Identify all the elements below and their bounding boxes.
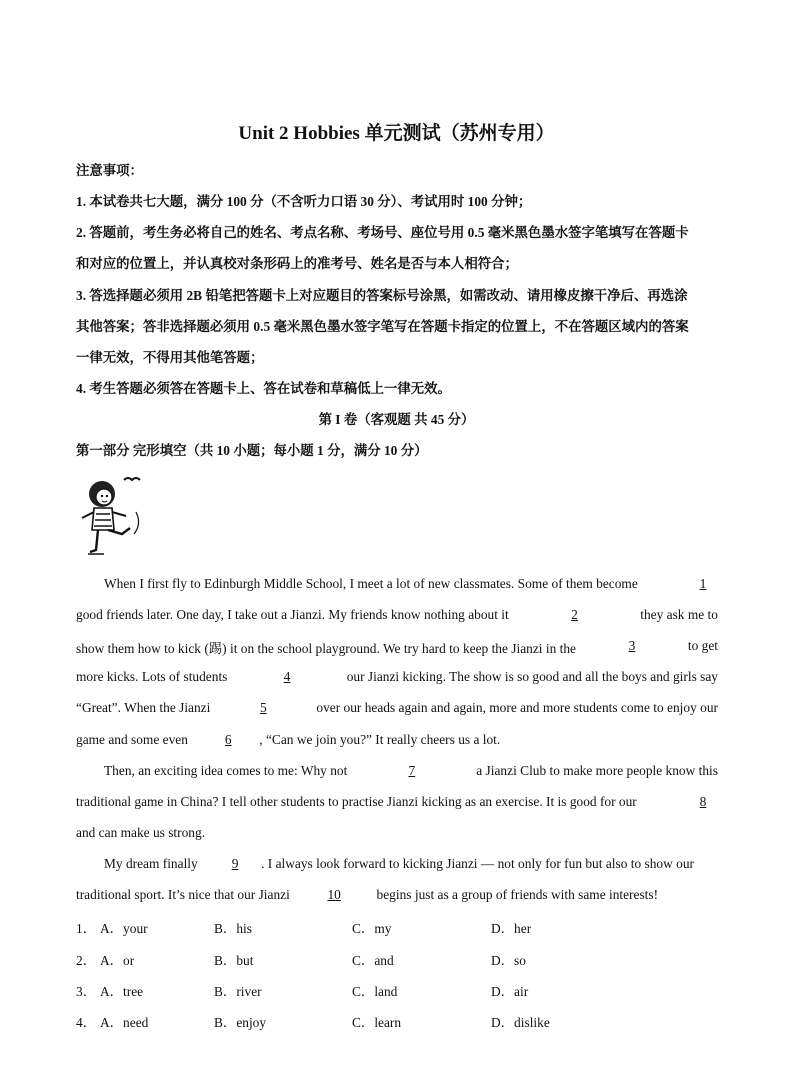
- notice-item-2-line-1: 2. 答题前，考生务必将自己的姓名、考点名称、考场号、座位号用 0.5 毫米黑色墨水签字笔填写在答题卡: [76, 225, 689, 240]
- option-b[interactable]: B．his: [214, 921, 252, 936]
- notice-item-1: 1. 本试卷共七大题，满分 100 分（不含听力口语 30 分）、考试用时 100 分钟；: [76, 194, 532, 209]
- passage-text: . I always look forward to kicking Jianzi — not only for fun but also to show our: [261, 856, 694, 871]
- passage-line-10: [76, 856, 694, 872]
- passage-text: more kicks. Lots of students: [76, 669, 228, 684]
- passage-text: they ask me to: [640, 607, 718, 622]
- passage-line-7: [76, 763, 718, 779]
- question-number: 3．: [76, 984, 97, 999]
- passage-line-4: [76, 669, 718, 685]
- passage-text: show them how to kick (踢) it on the school playground. We try hard to keep the Jianzi in the: [76, 641, 576, 656]
- passage-text: Then, an exciting idea comes to me: Why not: [104, 763, 348, 778]
- passage-text: traditional sport. It’s nice that our Jianzi: [76, 887, 290, 902]
- blank-8: 8: [699, 794, 707, 809]
- passage-text: begins just as a group of friends with same interests!: [376, 887, 659, 902]
- passage-line-2: [76, 607, 718, 623]
- passage-text: a Jianzi Club to make more people know this: [476, 763, 718, 778]
- option-d[interactable]: D．dislike: [491, 1015, 550, 1030]
- passage-line-9: and can make us strong.: [76, 825, 206, 840]
- passage-text: to get: [687, 638, 718, 653]
- option-b[interactable]: B．river: [214, 984, 262, 999]
- option-d[interactable]: D．her: [491, 921, 532, 936]
- part-heading: 第一部分 完形填空（共 10 小题；每小题 1 分，满分 10 分）: [76, 443, 428, 458]
- option-a[interactable]: A．your: [100, 921, 148, 936]
- blank-1: 1: [699, 576, 707, 591]
- notice-item-3-line-2: 其他答案；答非选择题必须用 0.5 毫米黑色墨水签字笔写在答题卡指定的位置上，不在答题区域内的答案: [76, 319, 689, 334]
- question-number: 4．: [76, 1015, 97, 1030]
- passage-text: game and some even: [76, 732, 188, 747]
- question-number: 1．: [76, 921, 97, 936]
- option-a[interactable]: A．need: [100, 1015, 149, 1030]
- option-c[interactable]: C．my: [352, 921, 392, 936]
- option-c[interactable]: C．and: [352, 953, 394, 968]
- passage-text: When I first fly to Edinburgh Middle School, I meet a lot of new classmates. Some of them become: [104, 576, 638, 591]
- option-a[interactable]: A．tree: [100, 984, 144, 999]
- blank-5: 5: [260, 700, 267, 715]
- passage-text: My dream finally: [104, 856, 198, 871]
- passage-line-11: [76, 887, 658, 903]
- passage-line-3: [76, 638, 718, 657]
- page-title: Unit 2 Hobbies 单元测试（苏州专用）: [238, 123, 555, 144]
- volume-heading: 第 I 卷（客观题 共 45 分）: [318, 412, 475, 427]
- option-c[interactable]: C．land: [352, 984, 398, 999]
- option-b[interactable]: B．enjoy: [214, 1015, 267, 1030]
- notice-item-2-line-2: 和对应的位置上，并认真校对条形码上的准考号、姓名是否与本人相符合；: [76, 256, 518, 271]
- notice-item-3-line-3: 一律无效，不得用其他笔答题；: [76, 350, 264, 365]
- question-number: 2．: [76, 953, 97, 968]
- blank-10: 10: [327, 887, 341, 902]
- notice-item-3-line-1: 3. 答选择题必须用 2B 铅笔把答题卡上对应题目的答案标号涂黑，如需改动、请用橡皮擦干净后、再选涂: [76, 288, 688, 303]
- option-d[interactable]: D．air: [491, 984, 529, 999]
- passage-text: over our heads again and again, more and more students come to enjoy our: [316, 700, 718, 715]
- blank-6: 6: [224, 732, 232, 747]
- passage-text: our Jianzi kicking. The show is so good and all the boys and girls say: [346, 669, 718, 684]
- blank-2: 2: [571, 607, 578, 622]
- passage-line-1: [76, 576, 718, 592]
- blank-3: 3: [628, 638, 636, 653]
- passage-text: good friends later. One day, I take out a Jianzi. My friends know nothing about it: [76, 607, 509, 622]
- boy-kicking-jianzi-illustration: [78, 472, 148, 558]
- passage-line-5: [76, 700, 718, 716]
- option-a[interactable]: A．or: [100, 953, 135, 968]
- notice-heading: 注意事项：: [76, 163, 143, 178]
- passage-line-6: [76, 732, 500, 748]
- passage-text: “Great”. When the Jianzi: [76, 700, 211, 715]
- blank-9: 9: [231, 856, 239, 871]
- passage-text: traditional game in China? I tell other students to practise Jianzi kicking as an exercise. It is good for our: [76, 794, 637, 809]
- option-d[interactable]: D．so: [491, 953, 526, 968]
- passage-line-8: [76, 794, 718, 810]
- blank-7: 7: [408, 763, 416, 778]
- option-b[interactable]: B．but: [214, 953, 254, 968]
- passage-text: , “Can we join you?” It really cheers us a lot.: [259, 732, 501, 747]
- blank-4: 4: [283, 669, 291, 684]
- notice-item-4: 4. 考生答题必须答在答题卡上、答在试卷和草稿低上一律无效。: [76, 381, 451, 396]
- option-c[interactable]: C．learn: [352, 1015, 402, 1030]
